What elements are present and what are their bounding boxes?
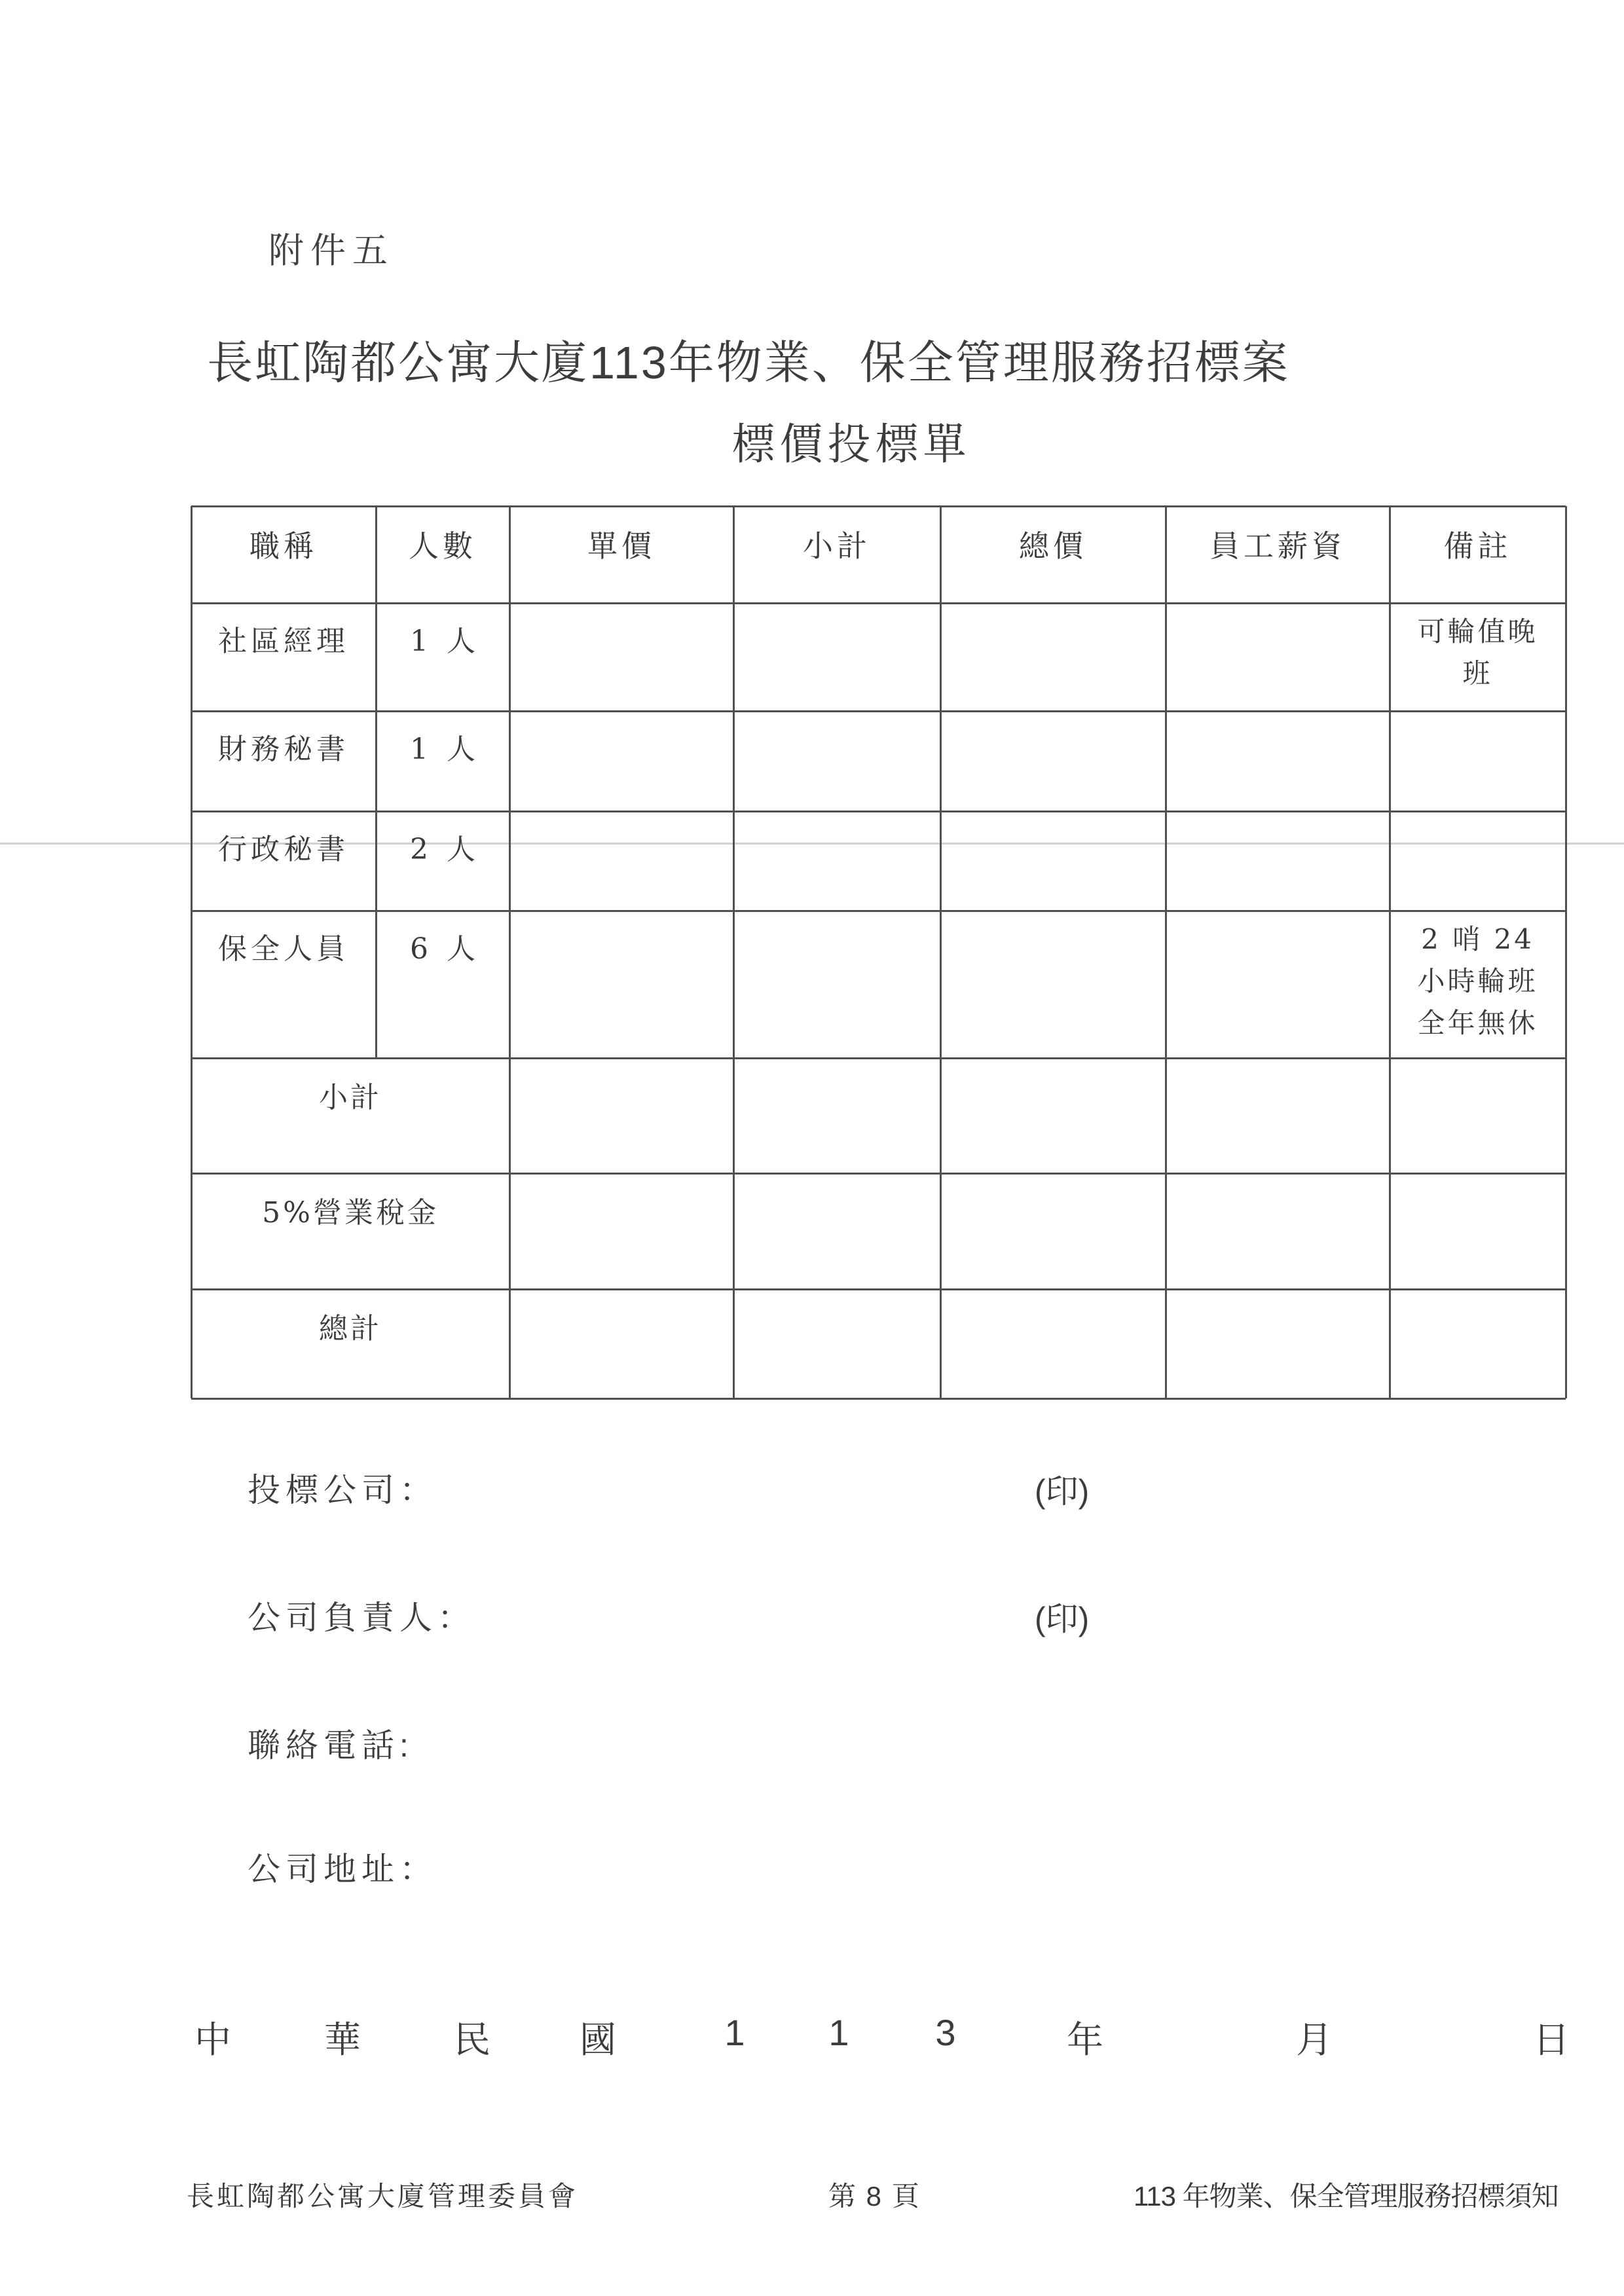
footer-document-name: 113 年物業、保全管理服務招標須知 (1134, 2181, 1559, 2212)
header-total-price: 總價 (1019, 529, 1087, 563)
row-subtotal-cell[interactable] (733, 711, 940, 811)
row-unit-price-cell[interactable] (509, 603, 733, 711)
row-salary-cell[interactable] (1166, 911, 1390, 1058)
row-remark (1404, 711, 1551, 811)
row-total-cell[interactable] (940, 811, 1166, 911)
bidding-company-label: 投標公司： (248, 1472, 437, 1508)
row-remark (1404, 811, 1551, 911)
address-field[interactable] (419, 1843, 1532, 1885)
date-character: 日 (1533, 2019, 1570, 2060)
row-job-title: 財務秘書 (218, 733, 349, 766)
row-headcount: 1 人 (410, 625, 475, 658)
summary-unit-price-cell[interactable] (509, 1173, 733, 1289)
summary-subtotal-cell[interactable] (733, 1173, 940, 1289)
date-character: 華 (324, 2019, 361, 2060)
date-character: 中 (194, 2019, 231, 2060)
responsible-person-field[interactable] (458, 1592, 1008, 1633)
footer-page-number: 第 8 頁 (828, 2181, 921, 2212)
month-field[interactable] (1126, 2013, 1270, 2055)
summary-remark-cell[interactable] (1390, 1058, 1566, 1173)
summary-row-label: 小計 (319, 1081, 382, 1114)
header-unit-price: 單價 (587, 529, 655, 563)
address-label: 公司地址： (248, 1851, 437, 1887)
day-field[interactable] (1349, 2013, 1519, 2055)
summary-subtotal-cell[interactable] (733, 1289, 940, 1398)
row-job-title: 社區經理 (218, 625, 349, 658)
footer-organization: 長虹陶都公寓大廈管理委員會 (187, 2181, 579, 2212)
seal-mark-person: (印) (1035, 1601, 1090, 1637)
phone-field[interactable] (419, 1719, 1205, 1761)
row-salary-cell[interactable] (1166, 603, 1390, 711)
seal-mark-company: (印) (1035, 1473, 1090, 1510)
row-subtotal-cell[interactable] (733, 811, 940, 911)
attachment-label: 附件五 (268, 231, 394, 270)
summary-total-cell[interactable] (940, 1289, 1166, 1398)
row-unit-price-cell[interactable] (509, 811, 733, 911)
summary-unit-price-cell[interactable] (509, 1289, 733, 1398)
row-headcount: 6 人 (410, 932, 475, 966)
row-total-cell[interactable] (940, 911, 1166, 1058)
date-character: 民 (454, 2019, 490, 2060)
summary-remark-cell[interactable] (1390, 1289, 1566, 1398)
summary-total-cell[interactable] (940, 1058, 1166, 1173)
row-job-title: 行政秘書 (218, 833, 349, 866)
document-title (0, 326, 1624, 392)
row-subtotal-cell[interactable] (733, 911, 940, 1058)
document-subtitle (0, 409, 1624, 471)
bidding-company-field[interactable] (419, 1464, 1008, 1506)
row-job-title: 保全人員 (218, 932, 349, 966)
summary-row-label: 5%營業稅金 (262, 1196, 439, 1230)
row-headcount: 1 人 (410, 733, 475, 766)
summary-salary-cell[interactable] (1166, 1058, 1390, 1173)
summary-salary-cell[interactable] (1166, 1289, 1390, 1398)
summary-row-label: 總計 (319, 1312, 382, 1345)
bid-price-table (191, 506, 1566, 1398)
header-remark: 備註 (1443, 529, 1512, 563)
date-character: 1 (828, 2012, 849, 2053)
header-salary: 員工薪資 (1209, 529, 1346, 563)
row-total-cell[interactable] (940, 603, 1166, 711)
header-count: 人數 (409, 529, 477, 563)
row-remark: 2 哨 24 小時輪班全年無休 (1417, 923, 1538, 1039)
summary-subtotal-cell[interactable] (733, 1058, 940, 1173)
header-subtotal: 小計 (803, 529, 871, 563)
summary-salary-cell[interactable] (1166, 1173, 1390, 1289)
phone-label: 聯絡電話: (248, 1727, 414, 1764)
row-unit-price-cell[interactable] (509, 711, 733, 811)
row-salary-cell[interactable] (1166, 811, 1390, 911)
summary-total-cell[interactable] (940, 1173, 1166, 1289)
summary-unit-price-cell[interactable] (509, 1058, 733, 1173)
row-total-cell[interactable] (940, 711, 1166, 811)
row-salary-cell[interactable] (1166, 711, 1390, 811)
row-subtotal-cell[interactable] (733, 603, 940, 711)
date-character: 3 (935, 2012, 956, 2053)
responsible-person-label: 公司負責人： (248, 1599, 475, 1636)
date-character: 國 (580, 2019, 616, 2060)
date-character: 年 (1067, 2019, 1103, 2060)
document-title-text: 長虹陶都公寓大廈113年物業、保全管理服務招標案 (207, 337, 1290, 388)
document-subtitle-text: 標價投標單 (731, 420, 971, 468)
summary-remark-cell[interactable] (1390, 1173, 1566, 1289)
header-title: 職稱 (249, 529, 318, 563)
row-unit-price-cell[interactable] (509, 911, 733, 1058)
row-headcount: 2 人 (410, 833, 475, 866)
row-remark: 可輪值晚班 (1417, 615, 1538, 689)
date-character: 1 (724, 2012, 745, 2053)
date-character: 月 (1296, 2019, 1333, 2060)
